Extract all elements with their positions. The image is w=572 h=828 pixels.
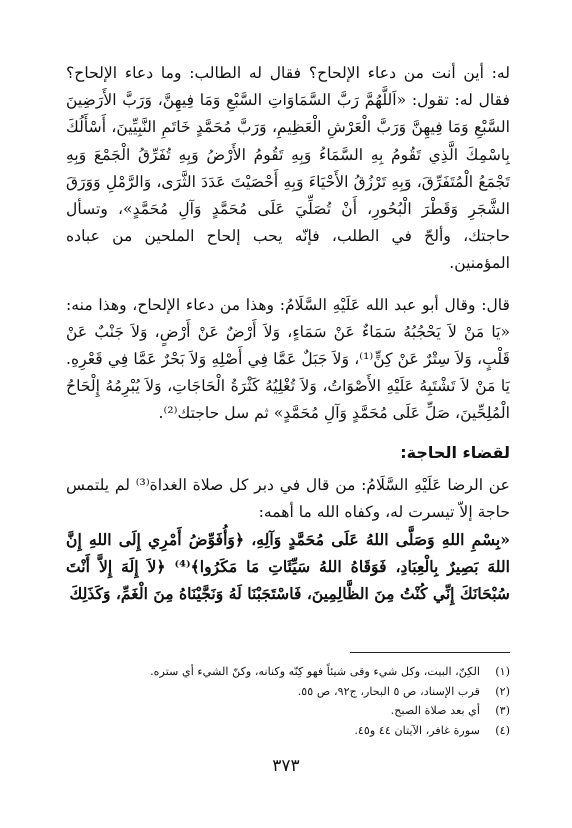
page-number: ٣٧٣ xyxy=(272,756,300,776)
footnote-3 xyxy=(66,701,510,721)
paragraph-ilhah-prayer: له: أين أنت من دعاء الإلحاح؟ فقال له الطالب: وما دعاء الإلحاح؟ فقال له: تقول: «اَللَّهُمَّ رَبَّ السَّمَاوَاتِ السَّبْعِ وَمَا فِيهِنَّ، وَرَبَّ الأَرَضِينَ السَّبْعِ وَمَا فِيهِنَّ وَرَبَّ الْعَرْشِ الْعَظِيمِ، وَرَبَّ مُحَمَّدٍ خَاتَمِ النَّبِيِّينَ، أَسْأَلُكَ بِاسْمِكَ الَّذِي تَقُومُ بِهِ السَّمَاءُ وَبِهِ تَقُومُ الأَرْضُ وَبِهِ تُفَرِّقُ الْجَمْعَ وَبِهِ تَجْمَعُ الْمُتَفَرِّقَ، وَبِهِ تَرْزُقُ الأَحْيَاءَ وَبِهِ أَحْصَيْتَ عَدَدَ الثَّرَى، وَالرَّمْلِ وَوَرَقَ الشَّجَرِ وَقَطْرَ الْبُحُورِ، أَنْ تُصَلِّيَ عَلَى مُحَمَّدٍ وَآلِ مُحَمَّدٍ»، وتسأل حاجتك، وألحّ في الطلب، فإنّه يحب إلحاح الملحين من عباده المؤمنين. xyxy=(66,64,510,273)
footnote-number: (٢) xyxy=(495,684,510,698)
main-text xyxy=(66,60,510,608)
footnote-4 xyxy=(66,721,510,741)
footnote-1 xyxy=(66,662,510,682)
footnote-text: قرب الإسناد، ص ٥ البحار، ج٩٢، ص ٥٥. xyxy=(297,684,480,698)
footnote-number: (٣) xyxy=(495,704,510,717)
footnote-text: الكِنّ، البيت، وكل شيء وقى شيئاً فهو كِنّه وكنانه، وكنّ الشيء أي ستره. xyxy=(150,665,480,678)
paragraph-supplication: «بِسْمِ اللهِ وَصَلَّى اللهُ عَلَى مُحَمَّدٍ وَآلِهِ، ﴿وَأُفَوِّضُ أَمْرِي إِلَى اللهِ إِنَّ اللهَ بَصِيرٌ بِالْعِبَادِ، فَوَقَاهُ اللهُ سَيِّئَاتِ مَا مَكَرُوا﴾⁽⁴⁾ ﴿لاَ إِلَهَ إِلاَّ أَنْتَ سُبْحَانَكَ إِنِّي كُنْتُ مِنَ الظَّالِمِينَ، فَاسْتَجَبْنَا لَهُ وَنَجَّيْنَاهُ مِنَ الْغَمِّ، وَكَذَلِكَ xyxy=(66,530,511,604)
footnote-text: سورة غافر، الآيتان ٤٤ و٤٥. xyxy=(354,723,480,737)
paragraph-abu-abdullah: قال: وقال أبو عبد الله عَلَيْهِ السَّلَامُ: وهذا من دعاء الإلحاح، وهذا منه: «يَا مَنْ لاَ يَحْجُبُهُ سَمَاءٌ عَنْ سَمَاءٍ، وَلاَ أَرْضٌ عَنْ أَرْضٍ، وَلاَ جَنْبٌ عَنْ قَلْبٍ، وَلاَ سِتْرٌ عَنْ كِنٍّ⁽¹⁾، وَلاَ جَبَلٌ عَمَّا فِي أَصْلِهِ وَلاَ بَحْرٌ عَمَّا فِي قَعْرِهِ. يَا مَنْ لاَ تَشْتَبِهُ عَلَيْهِ الأَصْوَاتُ، وَلاَ تُغْلِيُهُ كَثْرَةُ الْحَاجَاتِ، وَلاَ يُبْرِمُهُ إِلْحَاحُ الْمُلِحِّينَ، صَلِّ عَلَى مُحَمَّدٍ وَآلِ مُحَمَّدٍ» ثم سل حاجتك⁽²⁾. xyxy=(66,295,511,423)
footnote-text: أي بعد صلاة الصبح. xyxy=(390,704,480,717)
footnote-number: (٤) xyxy=(495,723,510,737)
footnote-number: (١) xyxy=(495,665,510,678)
paragraph-al-rida: عن الرضا عَلَيْهِ السَّلَامُ: من قال في دبر كل صلاة الغداة⁽³⁾ لم يلتمس حاجة إلاّ تيسرت له، وكفاه الله ما أهمه: xyxy=(66,475,510,521)
footnotes xyxy=(66,662,510,740)
section-heading: لقضاء الحاجة: xyxy=(400,442,510,462)
footnote-separator xyxy=(350,652,510,653)
footnote-2 xyxy=(66,682,510,702)
